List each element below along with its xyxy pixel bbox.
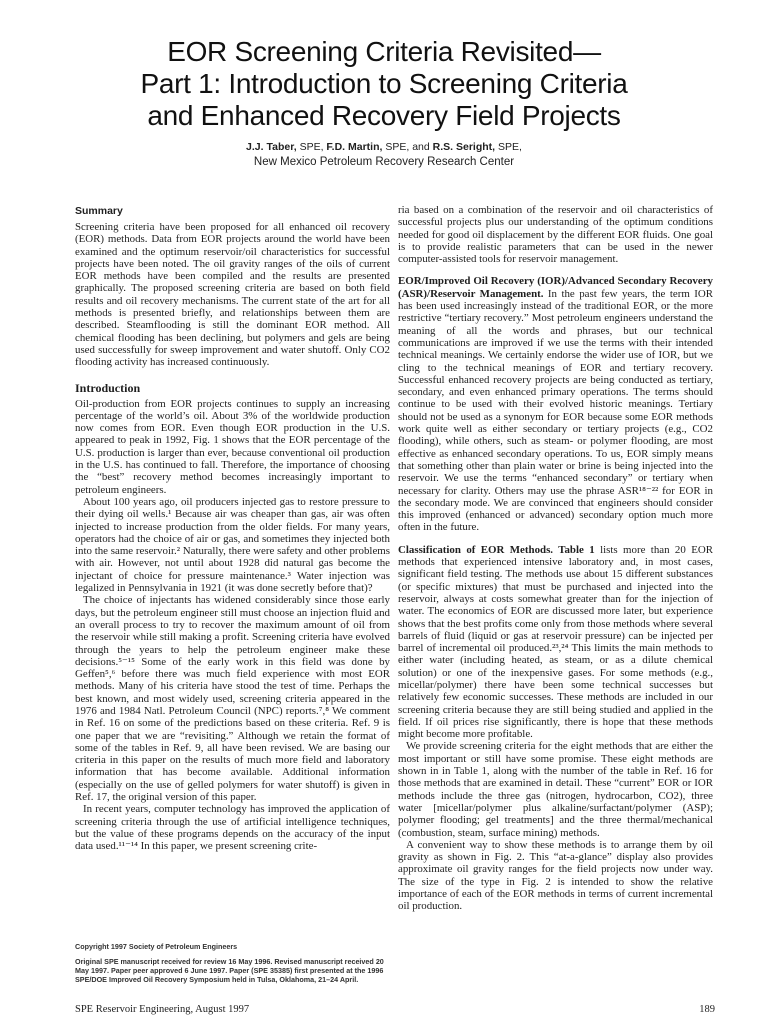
- classification-heading: Classification of EOR Methods. Table 1: [398, 543, 595, 556]
- author-taber: J.J. Taber,: [246, 141, 297, 153]
- paper-title: [0, 36, 768, 132]
- title-line-2: Part 1: Introduction to Screening Criteria: [140, 68, 628, 99]
- intro-paragraph-3: The choice of injectants has widened considerably since those early days, but the petroleum engineer still must choose an injection fluid and an overall process to try to recover the maximum amount of oil from the reservoir while still making a profit. Screening criteria have evolved through the years to help the petroleum engineer make these decisions.⁵⁻¹⁵ Some of the early work in this field was done by Geffen⁵,⁶ before there was much field experience with most EOR methods. Many of his criteria have stood the test of time. Perhaps the best known, and most widely used, screening criteria appeared in the 1976 and 1984 Natl. Petroleum Council (NPC) reports.⁷,⁸ We comment in Ref. 16 on some of the predictions based on these criteria. Ref. 9 is one paper that we are “revisiting.” Although we retain the format of some of the tables in Ref. 9, all have been revised. We are basing our criteria in this paper on the results of much more field and laboratory information that has become available. Additional information (especially on the use of gelled polymers for water shutoff) is given in Ref. 17, the original version of this paper.: [75, 594, 390, 804]
- affiliation: New Mexico Petroleum Recovery Research Center: [253, 156, 515, 168]
- manuscript-history: Original SPE manuscript received for review 16 May 1996. Revised manuscript received 20 May 1997. Paper peer approved 6 June 1997. Paper (SPE 35385) first presented at the 1996 SPE/DOE Improved Oil Recovery Symposium held in Tulsa, Oklahoma, 21–24 April.: [75, 957, 384, 984]
- page-number: 189: [699, 1004, 715, 1015]
- author-block: [0, 140, 768, 170]
- copyright-block: [75, 942, 395, 990]
- author-seright-society: SPE,: [498, 141, 522, 153]
- author-line: [0, 140, 768, 155]
- author-martin: F.D. Martin,: [326, 141, 383, 153]
- author-taber-society: SPE,: [299, 141, 324, 153]
- intro-paragraph-2: About 100 years ago, oil producers injected gas to restore pressure to their dying oil wells.¹ Because air was cheaper than gas, air was often injected to increase production from the older fields. For many years, operators had the choice of air or gas, and sometimes they injected both into the same reservoir.² Naturally, there were safety and other problems with air. However, not until about 1928 did natural gas become the injectant of choice for pressure maintenance.³ Water injection was legalized in Pennsylvania in 1921 (it was done secretly before that)?: [75, 495, 390, 595]
- eor-terminology-heading: EOR/Improved Oil Recovery (IOR)/Advanced Secondary Recovery (ASR)/Reservoir Management.: [398, 275, 713, 300]
- title-line-1: EOR Screening Criteria Revisited—: [167, 36, 601, 67]
- journal-name: SPE Reservoir Engineering, August 1997: [75, 1004, 250, 1015]
- summary-heading: Summary: [75, 205, 123, 217]
- classification-paragraph: [398, 544, 713, 741]
- summary-text: Screening criteria have been proposed for all enhanced oil recovery (EOR) methods. Data from EOR projects around the world have been examined and the optimum reservoir/oil characteristics for successful projects have been noted. The oil gravity ranges of the oils of current EOR methods have been compiled and the results are presented graphically. The proposed screening criteria are based on both field results and oil recovery mechanisms. The current state of the art for all methods is presented briefly, and relationships between them are described. Steamflooding is still the dominant EOR method. All chemical flooding has been declining, but polymers and gels are being used successfully for sweep improvement and water shutoff. Only CO2 flooding activity has increased continuously.: [75, 221, 390, 369]
- right-column: [398, 204, 713, 913]
- author-seright: R.S. Seright,: [432, 141, 496, 153]
- eor-terminology-text: In the past few years, the term IOR has been used increasingly instead of the traditional EOR, or the more restrictive “tertiary recovery.” Most petroleum engineers understand the meaning of all the words and phrases, but our technical communications are improved if we use the terms with their intended technical meanings. We certainly endorse the wider use of IOR, but we cling to the technical meanings of EOR and tertiary recovery. Successful enhanced recovery projects are being conducted as tertiary, secondary, and even enhanced primary operations. The terms should continue to be used with their evolved historic meanings. Tertiary should not be used as a synonym for EOR because some EOR methods work quite well as either secondary or tertiary projects (e.g., CO2 flooding), while others, such as steam- or polymer flooding, are most effective as enhanced secondary operations. To us, EOR simply means that something other than plain water or brine is being injected into the reservoir. We use the terms “enhanced secondary” or tertiary when necessary for clarity. Others may use the phrase ASR¹⁸⁻²² for EOR in the secondary mode. We are convinced that engineers should consider this improved (enhanced or advanced) secondary option much more often in the future.: [398, 287, 713, 534]
- title-line-3: and Enhanced Recovery Field Projects: [147, 100, 621, 131]
- left-column: [75, 204, 390, 853]
- intro-paragraph-4: In recent years, computer technology has improved the application of screening criteria through the use of artificial intelligence techniques, but the value of these programs depends on the accuracy of the input data used.¹¹⁻¹⁴ In this paper, we present screening crite-: [75, 803, 390, 853]
- oil-gravity-paragraph: A convenient way to show these methods is to arrange them by oil gravity as shown in Fig. 2. This “at-a-glance” display also provides approximate oil gravity ranges for the field projects now under way. The size of the type in Fig. 2 is intended to show the relative importance of each of the EOR methods in terms of current incremental oil production.: [398, 838, 713, 913]
- intro-paragraph-1: Oil-production from EOR projects continues to supply an increasing percentage of the world’s oil. About 3% of the worldwide production now comes from EOR. Even though EOR production in the U.S. appeared to peak in 1992, Fig. 1 shows that the EOR percentage of the U.S. production is larger than ever, because conventional oil production in the U.S. has continued to fall. Therefore, the importance of choosing the “best” recovery method becomes increasingly important to petroleum engineers.: [75, 397, 390, 496]
- eor-terminology-paragraph: [398, 275, 713, 533]
- methods-paragraph: We provide screening criteria for the eight methods that are either the most important or still have some promise. These eight methods are shown in in Table 1, along with the number of the table in Ref. 16 for those methods that are examined in detail. These “current” EOR or IOR methods include the three gas (nitrogen, hydrocarbon, CO2), three water [micellar/polymer plus alkaline/surfactant/polymer (ASP); polymer flooding; gel treatments] and the three thermal/mechanical (combustion, steam, surface mining) methods.: [398, 740, 713, 839]
- classification-text: lists more than 20 EOR methods that experienced intensive laboratory and, in most cases, significant field testing. The methods use about 15 different substances (or specific mixtures) that must be purchased and injected into the reservoir, always at costs somewhat greater than for the injection of water. The economics of EOR are discussed more later, but experience shows that the best profits come only from those methods where several barrels of fluid (liquid or gas at reservoir pressure) can be injected per barrel of incremental oil produced.²³,²⁴ This limits the main methods to either water (including heated, as steam, or as a dilute chemical solution) or one of the inexpensive gases. For some methods (e.g., micellar/polymer) there have been some technical successes but relatively few economic successes. These methods are included in our screening criteria because they are still being studied and applied in the field. If oil prices rise significantly, there is hope that these methods might become more profitable.: [398, 543, 713, 741]
- right-paragraph-continuation: ria based on a combination of the reservoir and oil characteristics of successful projects plus our understanding of the optimum conditions needed for good oil displacement by the different EOR fluids. One goal is to provide realistic parameters that can be used in the newer computer-assisted tools for reservoir management.: [398, 204, 713, 266]
- author-martin-society: SPE, and: [385, 141, 430, 153]
- introduction-heading: Introduction: [75, 380, 141, 395]
- copyright-line: Copyright 1997 Society of Petroleum Engineers: [75, 942, 238, 951]
